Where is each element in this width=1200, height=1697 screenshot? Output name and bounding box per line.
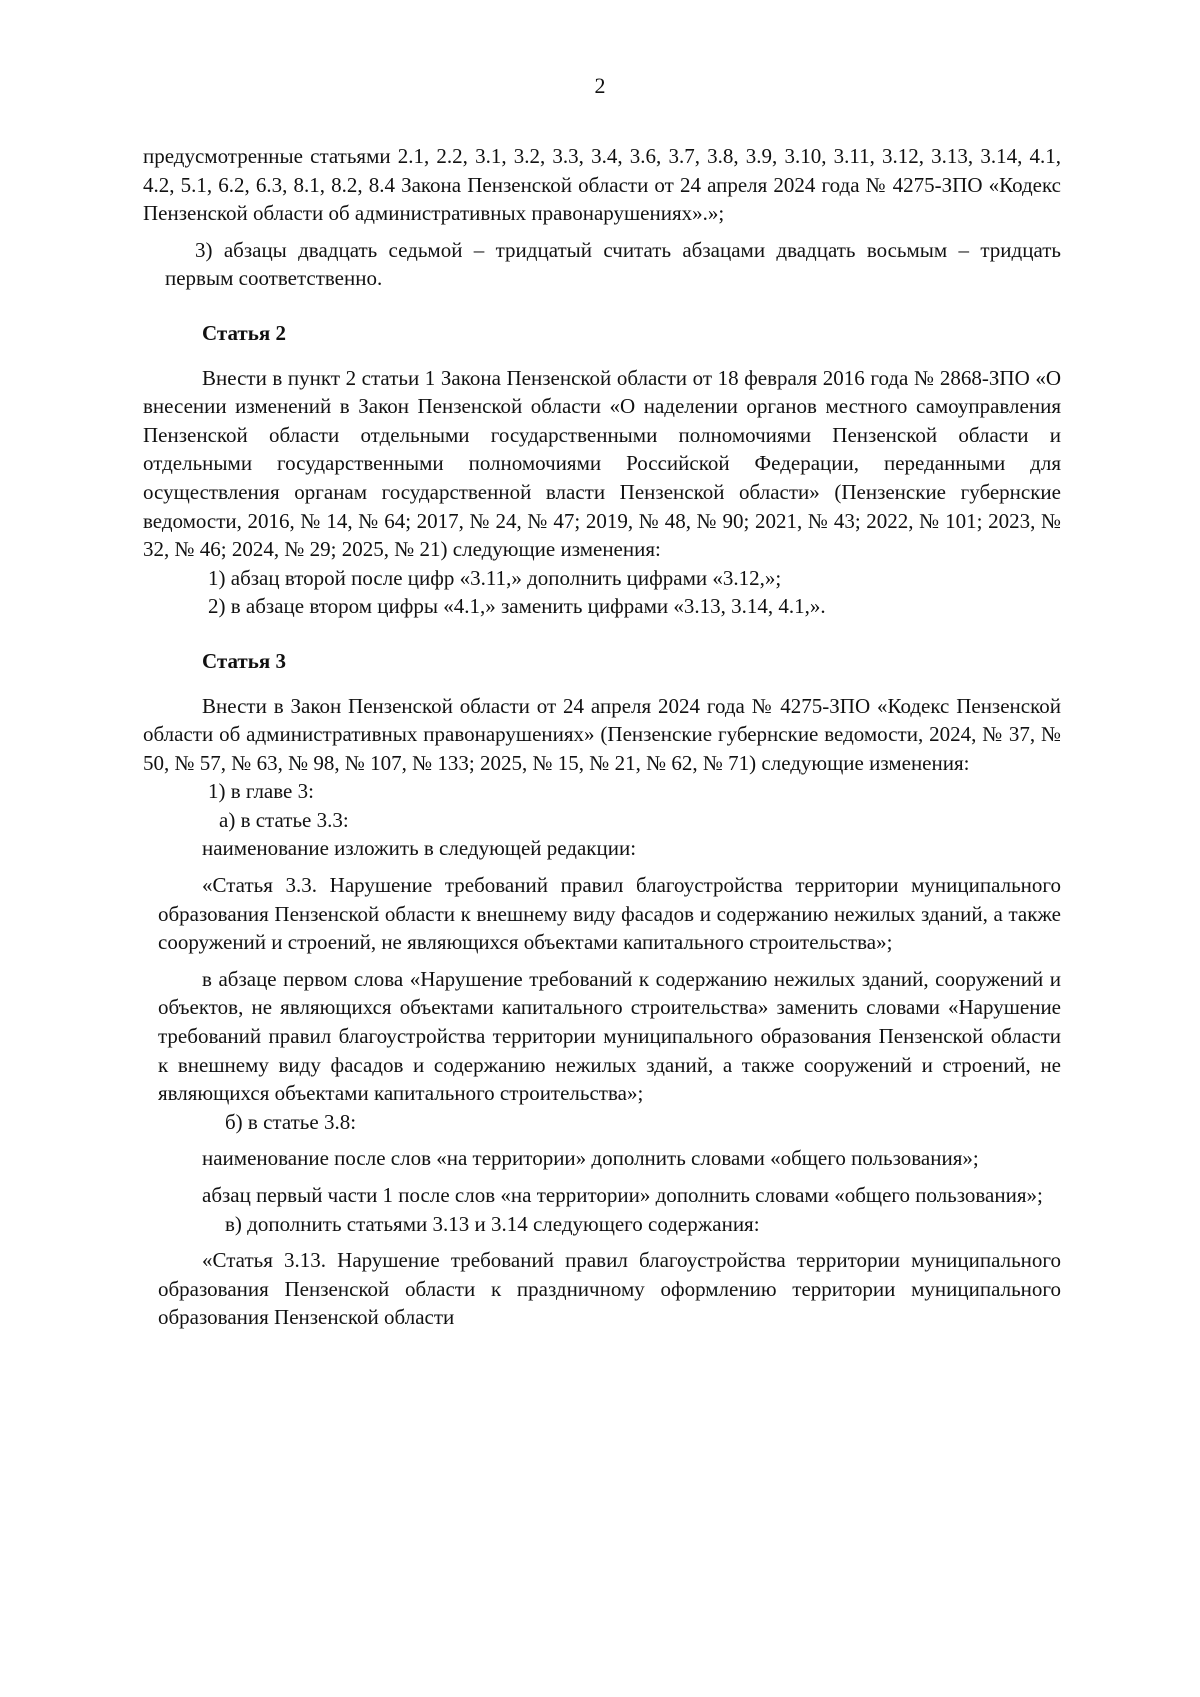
paragraph-item-3: 3) абзацы двадцать седьмой – тридцатый считать абзацами двадцать восьмым – тридцать первым соответственно.	[165, 237, 1061, 291]
article-3-subitem-a: а) в статье 3.3:	[219, 807, 349, 832]
article-3-8-title-change: наименование после слов «на территории» дополнить словами «общего пользования»;	[202, 1146, 979, 1171]
article-3-3-new-title: «Статья 3.3. Нарушение требований правил благоустройства территории муниципального образования Пензенской области к внешнему виду фасадов и содержанию нежилых зданий, а также сооружений и строений, не являющихся объектами капитального строительства»;	[158, 873, 1061, 955]
paragraph-title-change: наименование изложить в следующей редакции:	[202, 836, 637, 861]
article-2-item-1: 1) абзац второй после цифр «3.11,» дополнить цифрами «3.12,»;	[208, 565, 782, 590]
article-2-heading: Статья 2	[202, 320, 286, 345]
article-3-item-1: 1) в главе 3:	[208, 779, 314, 804]
page-number: 2	[594, 73, 606, 98]
paragraph-continuation: предусмотренные статьями 2.1, 2.2, 3.1, 3.2, 3.3, 3.4, 3.6, 3.7, 3.8, 3.9, 3.10, 3.11, 3.12, 3.13, 3.14, 4.1, 4.2, 5.1, 6.2, 6.3, 8.1, 8.2, 8.4 Закона Пензенской области от 24 апреля 2024 года № 4275-ЗПО «Кодекс Пензенской области об административных правонарушениях».»;	[143, 144, 1061, 226]
article-3-3-first-paragraph-change: в абзаце первом слова «Нарушение требований к содержанию нежилых зданий, сооружений и объектов, не являющихся объектами капитального строительства» заменить словами «Нарушение требований правил благоустройства территории муниципального образования Пензенской области к внешнему виду фасадов и содержанию нежилых зданий, а также сооружений и строений, не являющихся объектами капитального строительства»;	[158, 966, 1061, 1106]
article-3-heading: Статья 3	[202, 648, 286, 673]
article-2-item-2: 2) в абзаце втором цифры «4.1,» заменить цифрами «3.13, 3.14, 4.1,».	[208, 594, 826, 619]
article-3-13-title: «Статья 3.13. Нарушение требований правил благоустройства территории муниципального образования Пензенской области к праздничному оформлению территории муниципального образования Пензенской области	[158, 1248, 1061, 1330]
article-3-subitem-b: б) в статье 3.8:	[225, 1109, 357, 1134]
article-3-8-part-1-change: абзац первый части 1 после слов «на территории» дополнить словами «общего пользования»;	[202, 1183, 1043, 1207]
document-body	[143, 142, 1061, 1332]
article-2-body: Внести в пункт 2 статьи 1 Закона Пензенской области от 18 февраля 2016 года № 2868-ЗПО «О внесении изменений в Закон Пензенской области «О наделении органов местного самоуправления Пензенской области отдельными государственными полномочиями Пензенской области и отдельными государственными полномочиями Российской Федерации, переданными для осуществления органам государственной власти Пензенской области» (Пензенские губернские ведомости, 2016, № 14, № 64; 2017, № 24, № 47; 2019, № 48, № 90; 2021, № 43; 2022, № 101; 2023, № 32, № 46; 2024, № 29; 2025, № 21) следующие изменения:	[143, 365, 1061, 562]
article-3-subitem-v: в) дополнить статьями 3.13 и 3.14 следующего содержания:	[225, 1211, 760, 1236]
article-3-body: Внести в Закон Пензенской области от 24 апреля 2024 года № 4275-ЗПО «Кодекс Пензенской области об административных правонарушениях» (Пензенские губернские ведомости, 2024, № 37, № 50, № 57, № 63, № 98, № 107, № 133; 2025, № 15, № 21, № 62, № 71) следующие изменения:	[143, 693, 1061, 775]
